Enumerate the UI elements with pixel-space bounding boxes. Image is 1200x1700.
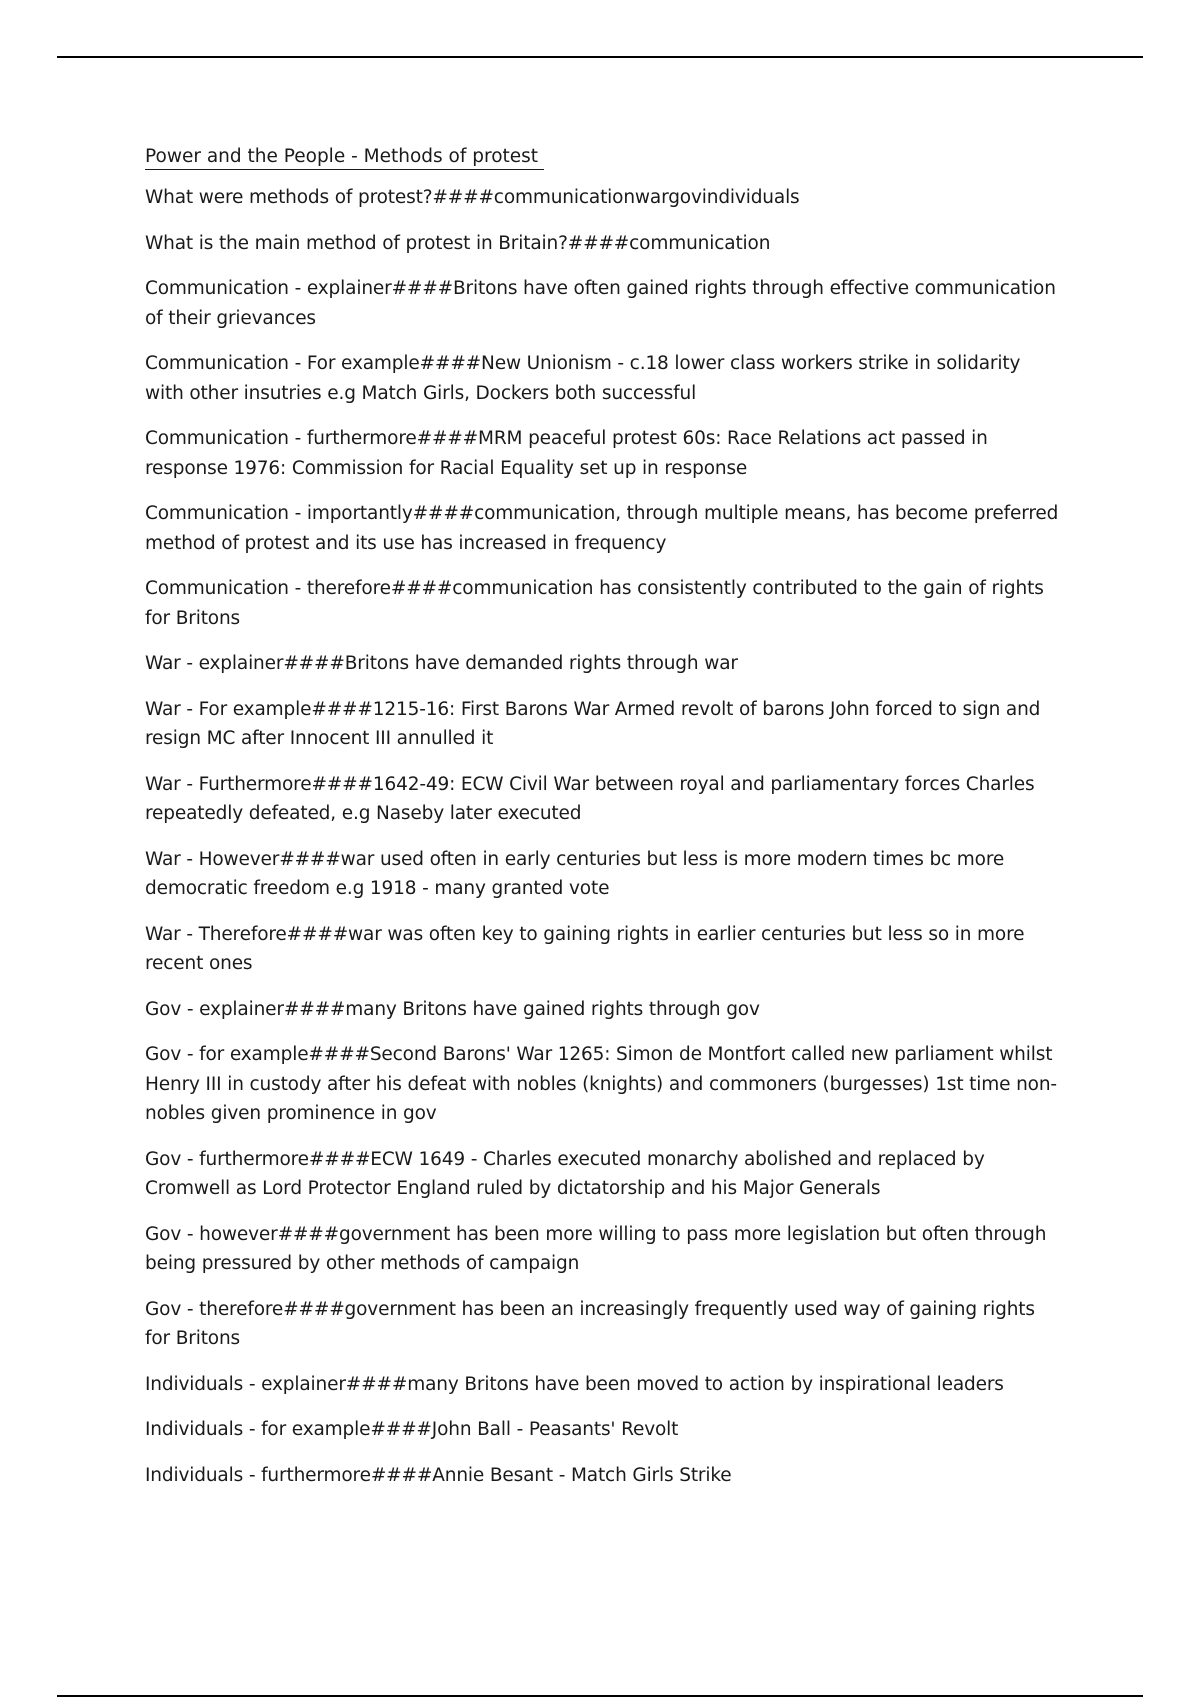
- flashcard-paragraph: Individuals - furthermore####Annie Besant - Match Girls Strike: [145, 1464, 732, 1486]
- flashcard-paragraph: Communication - importantly####communication, through multiple means, has become preferred method of protest and its use has increased in frequency: [145, 503, 1059, 554]
- title-wrapper: [145, 145, 1060, 169]
- flashcard-paragraph: War - Furthermore####1642-49: ECW Civil War between royal and parliamentary forces Charles repeatedly defeated, e.g Naseby later executed: [145, 773, 1035, 824]
- flashcard-paragraph: Communication - therefore####communication has consistently contributed to the gain of rights for Britons: [145, 578, 1044, 629]
- footer-rule: [57, 1695, 1143, 1697]
- document-title: Power and the People - Methods of protest: [145, 145, 544, 170]
- flashcard-paragraph: Gov - furthermore####ECW 1649 - Charles executed monarchy abolished and replaced by Cromwell as Lord Protector England ruled by dictatorship and his Major Generals: [145, 1148, 985, 1199]
- flashcard-paragraph: Communication - For example####New Unionism - c.18 lower class workers strike in solidarity with other insutries e.g Match Girls, Dockers both successful: [145, 353, 1021, 404]
- document-body: [145, 145, 1060, 1506]
- flashcard-paragraph: Individuals - explainer####many Britons have been moved to action by inspirational leaders: [145, 1373, 1004, 1395]
- flashcard-paragraph: Gov - however####government has been more willing to pass more legislation but often through being pressured by other methods of campaign: [145, 1223, 1047, 1274]
- flashcard-paragraph: War - Therefore####war was often key to gaining rights in earlier centuries but less so in more recent ones: [145, 923, 1025, 974]
- flashcard-paragraph: Gov - explainer####many Britons have gained rights through gov: [145, 998, 760, 1020]
- flashcard-paragraph: What were methods of protest?####communicationwargovindividuals: [145, 187, 800, 208]
- flashcard-paragraph: War - For example####1215-16: First Barons War Armed revolt of barons John forced to sign and resign MC after Innocent III annulled it: [145, 698, 1041, 749]
- flashcard-paragraph: Gov - therefore####government has been an increasingly frequently used way of gaining rights for Britons: [145, 1298, 1035, 1349]
- flashcard-paragraph: Communication - furthermore####MRM peaceful protest 60s: Race Relations act passed in response 1976: Commission for Racial Equality set up in response: [145, 428, 988, 479]
- flashcard-paragraph: Communication - explainer####Britons have often gained rights through effective communication of their grievances: [145, 278, 1056, 329]
- flashcard-paragraph: War - However####war used often in early centuries but less is more modern times bc more democratic freedom e.g 1918 - many granted vote: [145, 848, 1005, 899]
- flashcard-paragraph: War - explainer####Britons have demanded rights through war: [145, 653, 738, 674]
- flashcard-paragraph: Gov - for example####Second Barons' War 1265: Simon de Montfort called new parliament whilst Henry III in custody after his defeat with nobles (knights) and commoners (burgesses) 1st time non-nobles given prominence in gov: [145, 1044, 1057, 1124]
- flashcard-paragraph: Individuals - for example####John Ball - Peasants' Revolt: [145, 1419, 679, 1440]
- flashcard-paragraph: What is the main method of protest in Britain?####communication: [145, 232, 771, 254]
- header-rule: [57, 56, 1143, 58]
